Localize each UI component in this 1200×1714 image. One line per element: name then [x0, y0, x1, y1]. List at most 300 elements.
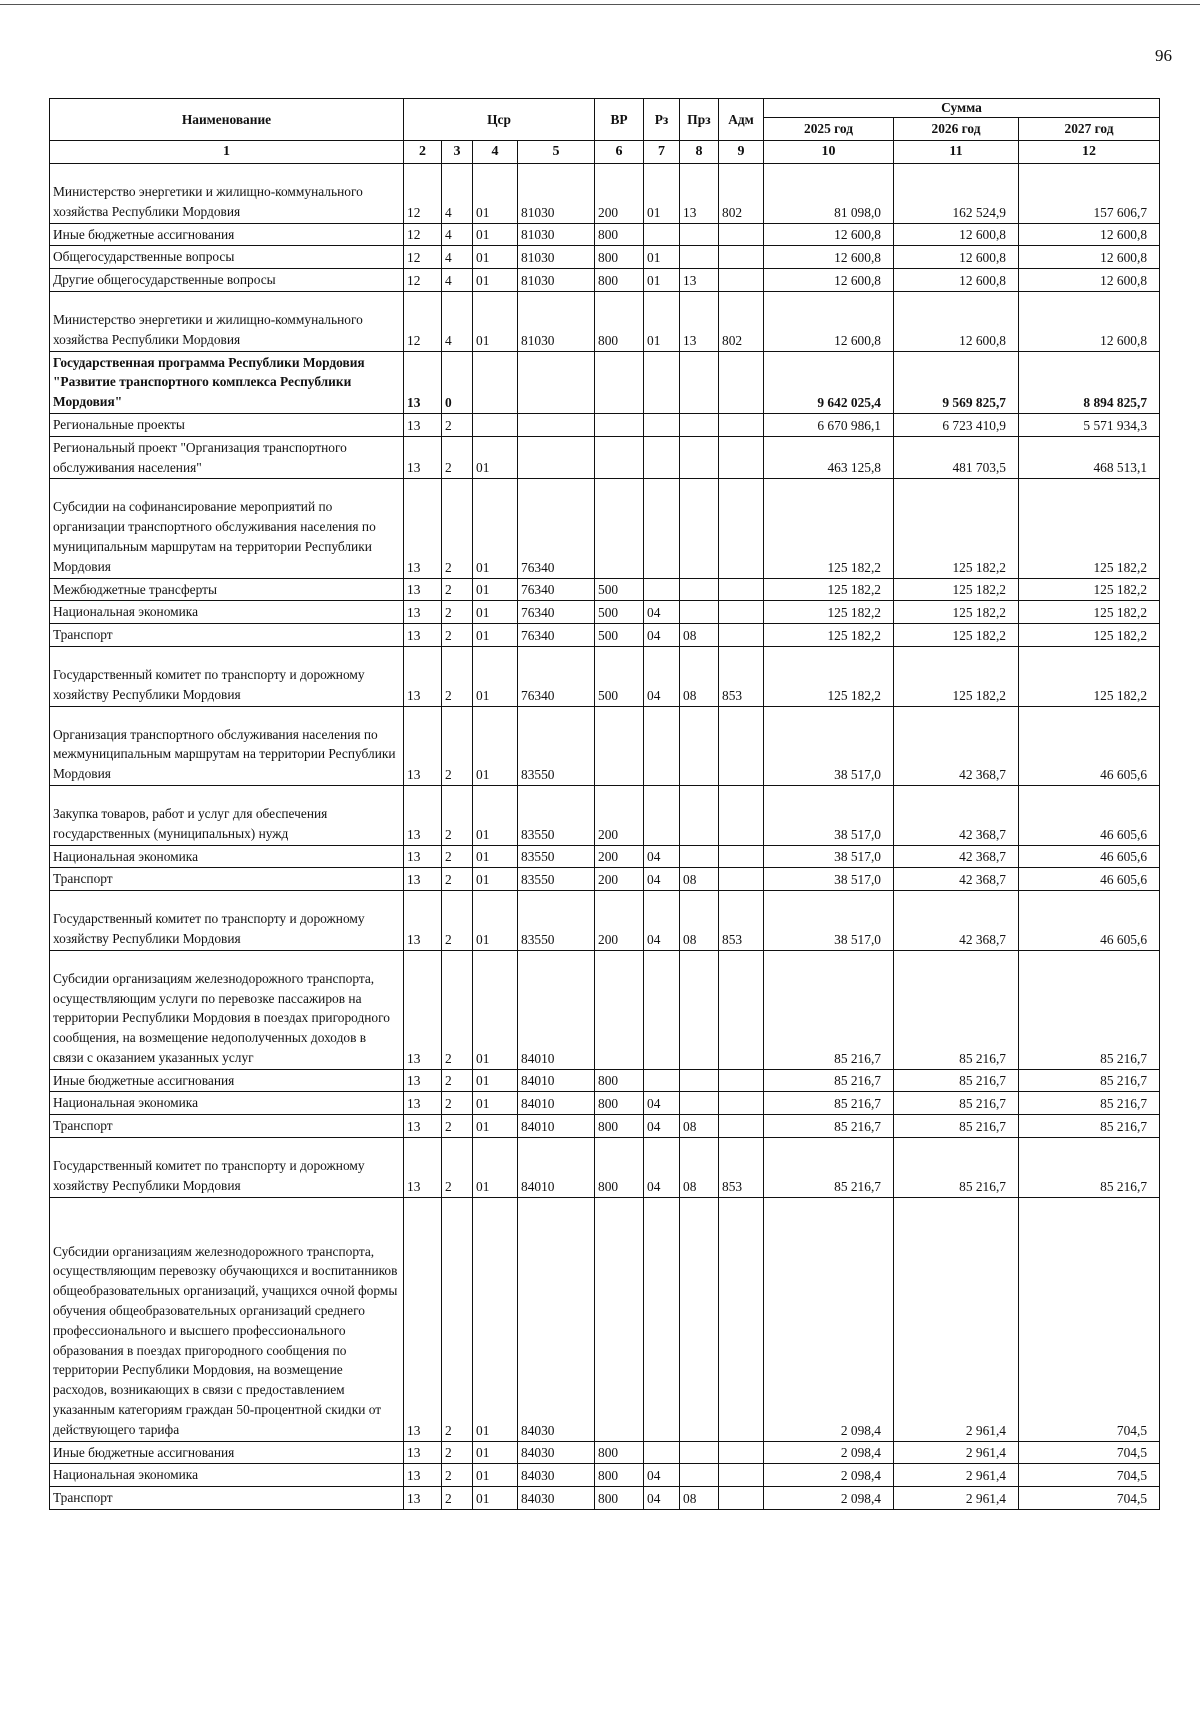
code-c2: 13 [404, 578, 442, 601]
header-year-2026: 2026 год [894, 118, 1019, 141]
table-row [50, 785, 1160, 845]
code-prz: 08 [680, 624, 719, 647]
code-prz [680, 351, 719, 413]
code-c5: 83550 [518, 706, 595, 785]
amount-y2027: 125 182,2 [1019, 578, 1160, 601]
row-name: Государственный комитет по транспорту и дорожному хозяйству Республики Мордовия [50, 646, 404, 706]
table-row [50, 436, 1160, 479]
amount-y2027: 12 600,8 [1019, 223, 1160, 246]
code-c4: 01 [473, 624, 518, 647]
code-c2: 13 [404, 1092, 442, 1115]
code-rz: 04 [644, 646, 680, 706]
amount-y2025: 6 670 986,1 [764, 413, 894, 436]
code-c4: 01 [473, 706, 518, 785]
code-c5: 81030 [518, 223, 595, 246]
amount-y2026: 125 182,2 [894, 646, 1019, 706]
col-number: 10 [764, 141, 894, 164]
code-c4: 01 [473, 291, 518, 351]
amount-y2027: 12 600,8 [1019, 269, 1160, 292]
code-c2: 13 [404, 646, 442, 706]
code-c5: 84030 [518, 1197, 595, 1441]
code-c4: 01 [473, 785, 518, 845]
code-c3: 2 [442, 891, 473, 951]
code-c4: 01 [473, 1138, 518, 1198]
code-c5: 76340 [518, 624, 595, 647]
amount-y2026: 85 216,7 [894, 950, 1019, 1069]
code-prz: 08 [680, 646, 719, 706]
header-csr: Цср [404, 99, 595, 141]
col-number: 8 [680, 141, 719, 164]
code-prz: 08 [680, 891, 719, 951]
table-row [50, 1464, 1160, 1487]
code-c3: 2 [442, 1464, 473, 1487]
table-row [50, 1069, 1160, 1092]
code-c4: 01 [473, 1092, 518, 1115]
amount-y2025: 38 517,0 [764, 845, 894, 868]
amount-y2027: 85 216,7 [1019, 1092, 1160, 1115]
code-c5: 84010 [518, 1115, 595, 1138]
code-rz: 04 [644, 1138, 680, 1198]
table-row [50, 1092, 1160, 1115]
code-vr [595, 436, 644, 479]
code-c4: 01 [473, 1115, 518, 1138]
page-number: 96 [1155, 46, 1172, 65]
table-row [50, 1197, 1160, 1441]
amount-y2026: 2 961,4 [894, 1441, 1019, 1464]
code-c4: 01 [473, 601, 518, 624]
code-vr: 200 [595, 891, 644, 951]
code-c5: 81030 [518, 246, 595, 269]
amount-y2025: 85 216,7 [764, 950, 894, 1069]
amount-y2027: 85 216,7 [1019, 1115, 1160, 1138]
code-c3: 2 [442, 601, 473, 624]
amount-y2027: 704,5 [1019, 1197, 1160, 1441]
code-adm [719, 351, 764, 413]
amount-y2025: 463 125,8 [764, 436, 894, 479]
code-c2: 12 [404, 291, 442, 351]
row-name: Национальная экономика [50, 845, 404, 868]
amount-y2027: 125 182,2 [1019, 646, 1160, 706]
code-vr: 800 [595, 1069, 644, 1092]
code-c5: 83550 [518, 868, 595, 891]
code-c2: 12 [404, 269, 442, 292]
code-vr [595, 479, 644, 578]
code-c5: 84010 [518, 950, 595, 1069]
code-vr: 200 [595, 868, 644, 891]
amount-y2026: 12 600,8 [894, 269, 1019, 292]
table-row [50, 868, 1160, 891]
row-name: Субсидии организациям железнодорожного транспорта, осуществляющим услуги по перевозке пассажиров на территории Республики Мордовия в поездах пригородного сообщения, на возмещение недополученных доходов в связи с оказанием указанных услуг [50, 950, 404, 1069]
code-vr: 200 [595, 845, 644, 868]
code-adm [719, 1441, 764, 1464]
code-c2: 13 [404, 950, 442, 1069]
code-vr [595, 1197, 644, 1441]
row-name: Организация транспортного обслуживания населения по межмуниципальным маршрутам на территории Республики Мордовия [50, 706, 404, 785]
table-row [50, 223, 1160, 246]
amount-y2026: 42 368,7 [894, 891, 1019, 951]
code-c2: 13 [404, 479, 442, 578]
code-prz [680, 950, 719, 1069]
code-c2: 13 [404, 891, 442, 951]
code-adm [719, 269, 764, 292]
amount-y2026: 85 216,7 [894, 1092, 1019, 1115]
row-name: Региональный проект "Организация транспортного обслуживания населения" [50, 436, 404, 479]
code-adm [719, 1092, 764, 1115]
amount-y2025: 38 517,0 [764, 785, 894, 845]
amount-y2026: 125 182,2 [894, 624, 1019, 647]
amount-y2025: 2 098,4 [764, 1487, 894, 1510]
header-year-2027: 2027 год [1019, 118, 1160, 141]
amount-y2025: 85 216,7 [764, 1138, 894, 1198]
code-c4: 01 [473, 1197, 518, 1441]
code-c5: 84010 [518, 1069, 595, 1092]
code-adm [719, 223, 764, 246]
row-name: Региональные проекты [50, 413, 404, 436]
code-vr: 800 [595, 223, 644, 246]
table-row [50, 891, 1160, 951]
row-name: Государственная программа Республики Мордовия "Развитие транспортного комплекса Республики Мордовия" [50, 351, 404, 413]
col-number: 1 [50, 141, 404, 164]
amount-y2026: 162 524,9 [894, 164, 1019, 224]
amount-y2026: 42 368,7 [894, 845, 1019, 868]
code-c3: 4 [442, 291, 473, 351]
amount-y2025: 125 182,2 [764, 479, 894, 578]
code-c5: 76340 [518, 479, 595, 578]
amount-y2026: 12 600,8 [894, 246, 1019, 269]
amount-y2027: 125 182,2 [1019, 479, 1160, 578]
code-c4: 01 [473, 479, 518, 578]
amount-y2025: 2 098,4 [764, 1197, 894, 1441]
amount-y2026: 42 368,7 [894, 706, 1019, 785]
code-c4: 01 [473, 950, 518, 1069]
code-prz [680, 246, 719, 269]
code-adm [719, 1197, 764, 1441]
code-rz [644, 413, 680, 436]
code-c3: 2 [442, 436, 473, 479]
amount-y2025: 12 600,8 [764, 291, 894, 351]
code-c5: 83550 [518, 785, 595, 845]
code-c3: 2 [442, 706, 473, 785]
amount-y2026: 12 600,8 [894, 291, 1019, 351]
code-c2: 13 [404, 868, 442, 891]
table-header [50, 99, 1160, 164]
table-row [50, 164, 1160, 224]
amount-y2025: 85 216,7 [764, 1092, 894, 1115]
amount-y2026: 12 600,8 [894, 223, 1019, 246]
code-rz: 04 [644, 845, 680, 868]
row-name: Государственный комитет по транспорту и дорожному хозяйству Республики Мордовия [50, 891, 404, 951]
code-c3: 4 [442, 246, 473, 269]
row-name: Транспорт [50, 1115, 404, 1138]
code-adm [719, 706, 764, 785]
row-name: Министерство энергетики и жилищно-коммунального хозяйства Республики Мордовия [50, 291, 404, 351]
row-name: Национальная экономика [50, 601, 404, 624]
code-c5: 84030 [518, 1441, 595, 1464]
row-name: Национальная экономика [50, 1092, 404, 1115]
code-c3: 2 [442, 950, 473, 1069]
code-prz: 08 [680, 1138, 719, 1198]
row-name: Другие общегосударственные вопросы [50, 269, 404, 292]
header-rz: Рз [644, 99, 680, 141]
amount-y2027: 12 600,8 [1019, 291, 1160, 351]
col-number: 12 [1019, 141, 1160, 164]
code-vr: 500 [595, 646, 644, 706]
code-adm: 853 [719, 646, 764, 706]
table-row [50, 601, 1160, 624]
amount-y2025: 125 182,2 [764, 578, 894, 601]
amount-y2025: 38 517,0 [764, 868, 894, 891]
code-prz: 08 [680, 1115, 719, 1138]
code-prz [680, 223, 719, 246]
code-c4: 01 [473, 1487, 518, 1510]
amount-y2027: 46 605,6 [1019, 891, 1160, 951]
code-c2: 13 [404, 351, 442, 413]
code-rz: 01 [644, 291, 680, 351]
code-c5: 84010 [518, 1092, 595, 1115]
header-name: Наименование [50, 99, 404, 141]
amount-y2025: 38 517,0 [764, 706, 894, 785]
code-rz: 04 [644, 1115, 680, 1138]
code-c5: 81030 [518, 291, 595, 351]
col-number: 7 [644, 141, 680, 164]
code-c5: 84010 [518, 1138, 595, 1198]
table-row [50, 351, 1160, 413]
table-row [50, 246, 1160, 269]
row-name: Государственный комитет по транспорту и дорожному хозяйству Республики Мордовия [50, 1138, 404, 1198]
header-sum: Сумма [764, 99, 1160, 118]
amount-y2026: 2 961,4 [894, 1464, 1019, 1487]
code-c3: 2 [442, 785, 473, 845]
col-number: 11 [894, 141, 1019, 164]
code-c2: 13 [404, 1069, 442, 1092]
table-row [50, 624, 1160, 647]
code-c3: 2 [442, 1069, 473, 1092]
table-row [50, 578, 1160, 601]
amount-y2025: 12 600,8 [764, 269, 894, 292]
code-rz: 01 [644, 269, 680, 292]
code-c5: 84030 [518, 1464, 595, 1487]
code-vr: 500 [595, 578, 644, 601]
code-prz [680, 1441, 719, 1464]
code-c3: 2 [442, 578, 473, 601]
amount-y2025: 9 642 025,4 [764, 351, 894, 413]
row-name: Общегосударственные вопросы [50, 246, 404, 269]
code-c3: 2 [442, 845, 473, 868]
code-adm: 853 [719, 891, 764, 951]
col-number: 6 [595, 141, 644, 164]
col-number: 5 [518, 141, 595, 164]
code-c4: 01 [473, 578, 518, 601]
code-c2: 13 [404, 1115, 442, 1138]
code-c5: 81030 [518, 164, 595, 224]
code-prz: 08 [680, 1487, 719, 1510]
code-c2: 13 [404, 1138, 442, 1198]
amount-y2026: 125 182,2 [894, 578, 1019, 601]
code-c3: 2 [442, 624, 473, 647]
code-c3: 2 [442, 413, 473, 436]
code-c3: 2 [442, 1487, 473, 1510]
code-c4: 01 [473, 436, 518, 479]
amount-y2025: 125 182,2 [764, 646, 894, 706]
header-prz: Прз [680, 99, 719, 141]
code-vr [595, 351, 644, 413]
amount-y2027: 125 182,2 [1019, 624, 1160, 647]
code-prz [680, 413, 719, 436]
col-number: 4 [473, 141, 518, 164]
amount-y2027: 46 605,6 [1019, 845, 1160, 868]
code-prz [680, 578, 719, 601]
amount-y2027: 5 571 934,3 [1019, 413, 1160, 436]
header-adm: Адм [719, 99, 764, 141]
code-rz [644, 950, 680, 1069]
row-name: Министерство энергетики и жилищно-коммунального хозяйства Республики Мордовия [50, 164, 404, 224]
table-row [50, 1138, 1160, 1198]
amount-y2027: 85 216,7 [1019, 950, 1160, 1069]
row-name: Закупка товаров, работ и услуг для обеспечения государственных (муниципальных) нужд [50, 785, 404, 845]
code-c2: 13 [404, 413, 442, 436]
code-vr: 800 [595, 1092, 644, 1115]
code-rz [644, 436, 680, 479]
code-prz [680, 845, 719, 868]
code-c2: 12 [404, 164, 442, 224]
code-prz [680, 479, 719, 578]
code-c2: 13 [404, 1464, 442, 1487]
code-rz: 04 [644, 1092, 680, 1115]
amount-y2026: 6 723 410,9 [894, 413, 1019, 436]
amount-y2025: 125 182,2 [764, 624, 894, 647]
code-c4 [473, 413, 518, 436]
code-vr: 800 [595, 1487, 644, 1510]
code-c3: 2 [442, 868, 473, 891]
code-prz: 08 [680, 868, 719, 891]
code-c5 [518, 436, 595, 479]
code-c3: 4 [442, 164, 473, 224]
amount-y2025: 85 216,7 [764, 1115, 894, 1138]
amount-y2026: 481 703,5 [894, 436, 1019, 479]
code-c3: 2 [442, 1441, 473, 1464]
table-row [50, 269, 1160, 292]
code-rz [644, 223, 680, 246]
code-c2: 13 [404, 1197, 442, 1441]
col-number: 9 [719, 141, 764, 164]
table-row [50, 706, 1160, 785]
code-vr: 200 [595, 785, 644, 845]
code-rz [644, 1441, 680, 1464]
code-rz: 04 [644, 868, 680, 891]
amount-y2025: 38 517,0 [764, 891, 894, 951]
table-row [50, 1487, 1160, 1510]
code-c3: 4 [442, 223, 473, 246]
code-rz: 04 [644, 1464, 680, 1487]
code-adm [719, 868, 764, 891]
code-prz: 13 [680, 291, 719, 351]
amount-y2027: 12 600,8 [1019, 246, 1160, 269]
code-c5 [518, 413, 595, 436]
code-adm: 802 [719, 291, 764, 351]
code-c4: 01 [473, 1464, 518, 1487]
code-c3: 2 [442, 1138, 473, 1198]
amount-y2025: 125 182,2 [764, 601, 894, 624]
code-c4: 01 [473, 269, 518, 292]
code-c3: 2 [442, 1197, 473, 1441]
code-vr: 800 [595, 269, 644, 292]
row-name: Иные бюджетные ассигнования [50, 1441, 404, 1464]
code-vr: 500 [595, 601, 644, 624]
code-c4: 01 [473, 223, 518, 246]
code-adm: 853 [719, 1138, 764, 1198]
amount-y2027: 8 894 825,7 [1019, 351, 1160, 413]
code-c5: 76340 [518, 578, 595, 601]
code-c2: 13 [404, 1441, 442, 1464]
amount-y2027: 46 605,6 [1019, 785, 1160, 845]
amount-y2026: 9 569 825,7 [894, 351, 1019, 413]
code-prz [680, 785, 719, 845]
code-vr: 200 [595, 164, 644, 224]
code-prz [680, 1092, 719, 1115]
code-rz [644, 785, 680, 845]
code-c5: 83550 [518, 845, 595, 868]
table-body [50, 164, 1160, 1510]
amount-y2027: 46 605,6 [1019, 706, 1160, 785]
amount-y2026: 2 961,4 [894, 1487, 1019, 1510]
code-c2: 13 [404, 601, 442, 624]
code-c2: 13 [404, 436, 442, 479]
code-adm [719, 601, 764, 624]
amount-y2027: 46 605,6 [1019, 868, 1160, 891]
code-vr [595, 706, 644, 785]
code-c4: 01 [473, 1441, 518, 1464]
amount-y2026: 42 368,7 [894, 785, 1019, 845]
table-row [50, 646, 1160, 706]
code-prz: 13 [680, 164, 719, 224]
code-vr: 500 [595, 624, 644, 647]
scan-top-edge [0, 4, 1200, 5]
code-rz: 01 [644, 246, 680, 269]
code-adm [719, 246, 764, 269]
code-c5: 81030 [518, 269, 595, 292]
code-vr: 800 [595, 1464, 644, 1487]
code-prz [680, 436, 719, 479]
amount-y2026: 42 368,7 [894, 868, 1019, 891]
code-prz [680, 601, 719, 624]
code-adm [719, 1464, 764, 1487]
row-name: Межбюджетные трансферты [50, 578, 404, 601]
code-rz: 04 [644, 891, 680, 951]
code-c4: 01 [473, 1069, 518, 1092]
amount-y2026: 85 216,7 [894, 1115, 1019, 1138]
code-rz [644, 479, 680, 578]
code-c5: 83550 [518, 891, 595, 951]
code-c3: 4 [442, 269, 473, 292]
code-rz [644, 706, 680, 785]
code-c4 [473, 351, 518, 413]
code-rz: 04 [644, 601, 680, 624]
code-rz: 04 [644, 624, 680, 647]
code-rz [644, 578, 680, 601]
table-row [50, 950, 1160, 1069]
code-rz [644, 1069, 680, 1092]
code-c2: 13 [404, 845, 442, 868]
col-number: 2 [404, 141, 442, 164]
amount-y2025: 12 600,8 [764, 246, 894, 269]
code-vr [595, 413, 644, 436]
code-c2: 12 [404, 223, 442, 246]
code-c4: 01 [473, 246, 518, 269]
code-c4: 01 [473, 891, 518, 951]
code-c3: 0 [442, 351, 473, 413]
code-c5 [518, 351, 595, 413]
col-number: 3 [442, 141, 473, 164]
